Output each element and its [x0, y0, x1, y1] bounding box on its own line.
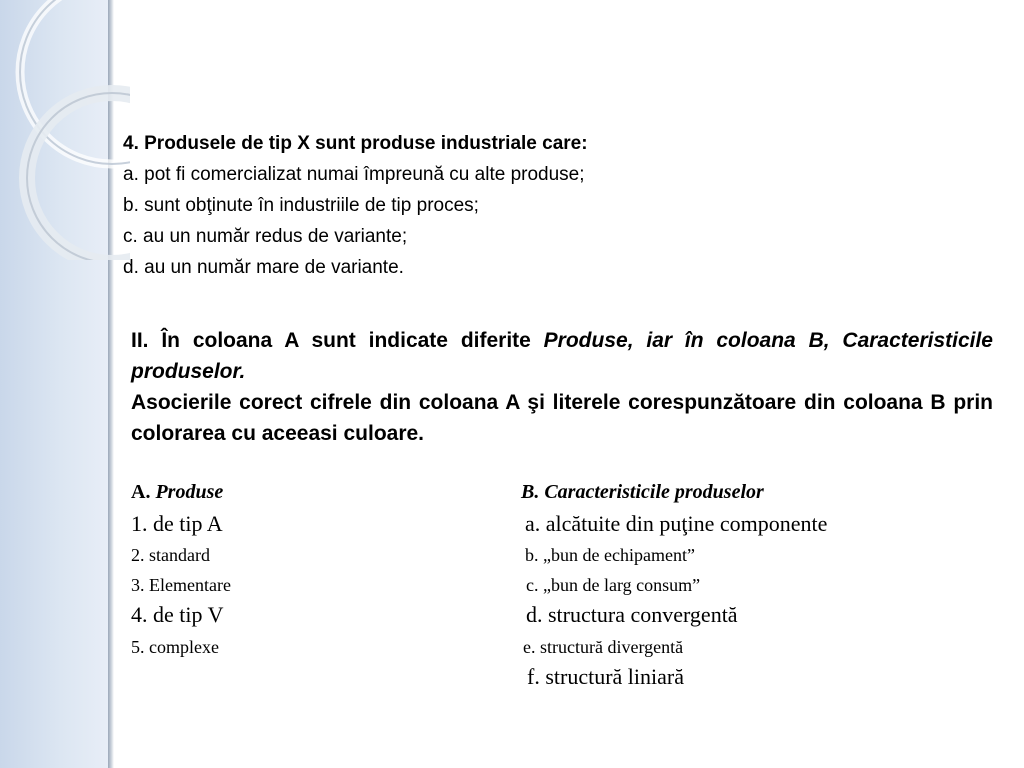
column-b-item-e: e. structură divergentă: [523, 637, 684, 657]
column-b-item-d: d. structura convergentă: [526, 602, 738, 627]
column-a-item-3: 3. Elementare: [131, 575, 231, 595]
option-b: b. sunt obţinute în industriile de tip proces;: [123, 195, 479, 216]
option-d: d. au un număr mare de variante.: [123, 257, 404, 278]
question-4-title: 4. Produsele de tip X sunt produse industriale care:: [123, 133, 588, 154]
column-b-item-c: c. „bun de larg consum”: [526, 575, 701, 595]
section-2-intro-prefix: II. În coloana A sunt indicate diferite: [131, 329, 544, 352]
option-c: c. au un număr redus de variante;: [123, 226, 408, 247]
option-a: a. pot fi comercializat numai împreună cu alte produse;: [123, 164, 585, 185]
column-b-letter: B.: [521, 481, 540, 503]
column-a-title: Produse: [155, 481, 224, 503]
column-b-item-a: a. alcătuite din puţine componente: [525, 511, 828, 536]
column-b-item-b: b. „bun de echipament”: [525, 545, 695, 565]
column-b-item-f: f. structură liniară: [527, 664, 684, 689]
column-a-letter: A.: [131, 481, 151, 503]
column-a-item-1: 1. de tip A: [131, 511, 223, 536]
column-b-header: [521, 481, 764, 504]
column-b-title: Caracteristicile produselor: [544, 481, 764, 503]
column-a-item-4: 4. de tip V: [131, 602, 224, 627]
column-a-item-2: 2. standard: [131, 545, 210, 565]
column-a-header: [131, 481, 223, 504]
section-2-intro-italic: Produse, iar în coloana B, Caracteristicile produselor.: [131, 329, 993, 383]
section-2-instruction: Asocierile corect cifrele din coloana A şi literele corespunzătoare din coloana B prin colorarea cu aceeasi culoare.: [131, 391, 993, 445]
column-a-item-5: 5. complexe: [131, 637, 219, 657]
